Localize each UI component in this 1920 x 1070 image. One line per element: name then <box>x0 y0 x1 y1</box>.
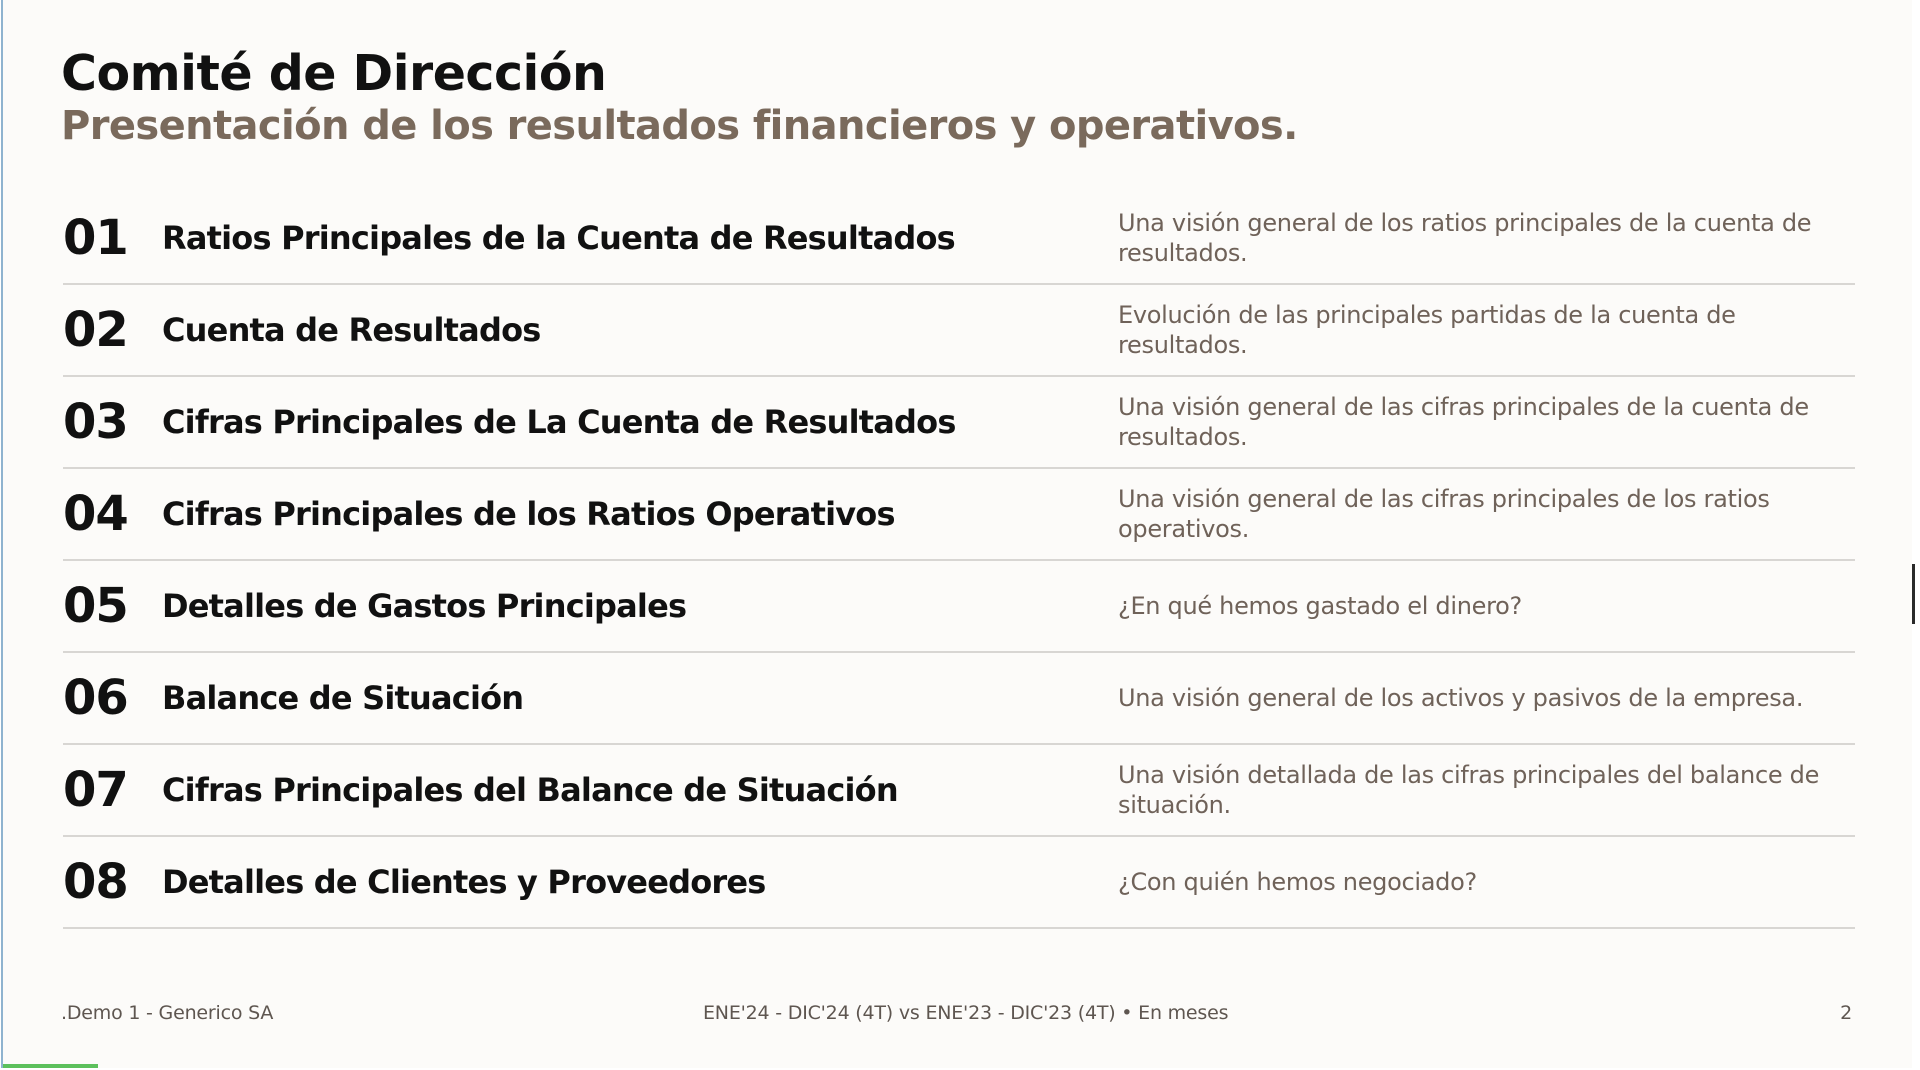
agenda-item-number: 06 <box>63 670 128 726</box>
agenda-item-07[interactable] <box>63 745 1855 837</box>
footer-period: ENE'24 - DIC'24 (4T) vs ENE'23 - DIC'23 (4T) • En meses <box>703 1002 1229 1024</box>
agenda-item-06[interactable] <box>63 653 1855 745</box>
agenda-item-01[interactable] <box>63 193 1855 285</box>
agenda-item-number: 07 <box>63 762 128 818</box>
slide-title: Comité de Dirección <box>61 45 607 102</box>
agenda-item-title: Ratios Principales de la Cuenta de Resultados <box>162 219 955 257</box>
slide-subtitle: Presentación de los resultados financieros y operativos. <box>61 103 1298 149</box>
agenda-item-04[interactable] <box>63 469 1855 561</box>
agenda-item-05[interactable] <box>63 561 1855 653</box>
agenda-item-title: Cifras Principales del Balance de Situación <box>162 771 898 809</box>
footer-page-number: 2 <box>1840 1002 1852 1024</box>
agenda-item-title: Detalles de Gastos Principales <box>162 587 687 625</box>
agenda-item-number: 01 <box>63 210 128 266</box>
agenda-item-02[interactable] <box>63 285 1855 377</box>
agenda-item-description: Una visión general de los activos y pasivos de la empresa. <box>1118 684 1804 712</box>
agenda-item-number: 04 <box>63 486 128 542</box>
agenda-list <box>63 193 1855 929</box>
slide-header <box>61 44 1298 152</box>
agenda-item-number: 08 <box>63 854 128 910</box>
agenda-item-description: Una visión general de las cifras principales de los ratios operativos. <box>1118 485 1770 543</box>
agenda-item-title: Detalles de Clientes y Proveedores <box>162 863 766 901</box>
agenda-item-number: 02 <box>63 302 128 358</box>
window-right-edge <box>1912 0 1920 1070</box>
agenda-item-title: Cuenta de Resultados <box>162 311 541 349</box>
slide-progress-bar <box>3 1064 98 1068</box>
agenda-item-description: ¿Con quién hemos negociado? <box>1118 868 1477 896</box>
agenda-item-description: Una visión detallada de las cifras principales del balance de situación. <box>1118 761 1820 819</box>
footer-company: .Demo 1 - Generico SA <box>61 1002 274 1024</box>
agenda-item-description: Una visión general de las cifras principales de la cuenta de resultados. <box>1118 393 1809 451</box>
agenda-item-title: Cifras Principales de los Ratios Operativos <box>162 495 895 533</box>
agenda-item-description: ¿En qué hemos gastado el dinero? <box>1118 592 1522 620</box>
agenda-item-description: Evolución de las principales partidas de la cuenta de resultados. <box>1118 301 1736 359</box>
agenda-item-number: 03 <box>63 394 128 450</box>
slide <box>1 0 1912 1068</box>
agenda-item-title: Cifras Principales de La Cuenta de Resultados <box>162 403 956 441</box>
agenda-item-description: Una visión general de los ratios principales de la cuenta de resultados. <box>1118 209 1812 267</box>
agenda-item-08[interactable] <box>63 837 1855 929</box>
agenda-item-title: Balance de Situación <box>162 679 524 717</box>
agenda-item-number: 05 <box>63 578 128 634</box>
agenda-item-03[interactable] <box>63 377 1855 469</box>
scroll-indicator[interactable] <box>1912 564 1915 624</box>
